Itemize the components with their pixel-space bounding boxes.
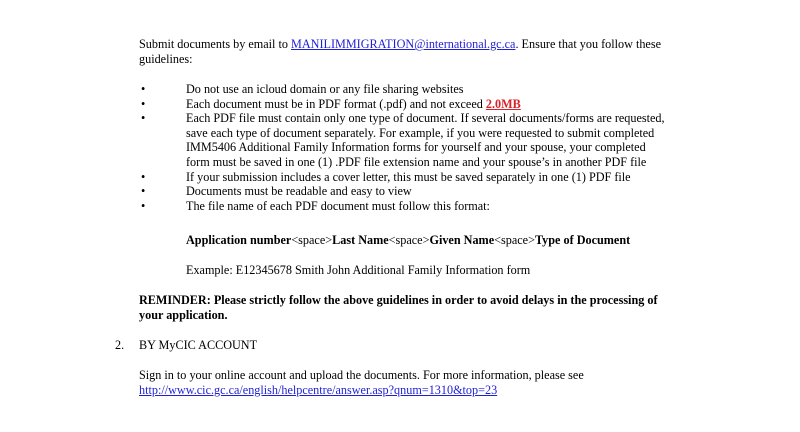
format-space: <space>	[388, 233, 430, 247]
bullet-marker: •	[141, 111, 146, 126]
size-limit: 2.0MB	[485, 96, 521, 111]
bullet-marker: •	[141, 82, 146, 96]
filename-example: Example: E12345678 Smith John Additional Family Information form	[186, 263, 531, 277]
format-space: <space>	[291, 233, 333, 247]
filename-format	[186, 233, 630, 248]
list-item: • The file name of each PDF document must follow this format:	[141, 198, 490, 213]
email-link[interactable]: MANILIMMIGRATION@international.gc.ca	[291, 37, 516, 51]
format-given-name: Given Name	[429, 233, 495, 247]
list-item: • Each PDF file must contain only one type of document. If several documents/forms are requested, save each type of document separately. For example, if you were requested to submit completed IMM5406 Additional Family Information forms for yourself and your spouse, your completed form must be saved in one (1) .PDF file extension name and your spouse’s in another PDF file	[141, 111, 665, 169]
bullet-marker: •	[141, 169, 146, 184]
section-2-heading	[115, 338, 257, 353]
format-application-number: Application number	[186, 233, 292, 247]
intro-paragraph	[139, 37, 661, 66]
intro-text-after: . Ensure that you follow these	[515, 37, 661, 51]
intro-line-1	[139, 37, 661, 52]
format-document-type: Type of Document	[534, 233, 631, 247]
intro-line-2: guidelines:	[139, 51, 193, 66]
format-last-name: Last Name	[332, 233, 389, 247]
bullet-marker: •	[141, 96, 146, 111]
section-2-body: Sign in to your online account and upload the documents. For more information, please see http://www.cic.gc.ca/english/helpcentre/answer.asp?qnum=1310&top=23	[139, 368, 584, 397]
bullet-marker: •	[141, 198, 146, 213]
section-title: BY MyCIC ACCOUNT	[139, 338, 258, 352]
guidelines-list	[139, 82, 665, 213]
list-item: • If your submission includes a cover letter, this must be saved separately in one (1) PDF file	[141, 169, 631, 184]
section-number: 2.	[115, 338, 125, 352]
reminder-note: REMINDER: Please strictly follow the above guidelines in order to avoid delays in the processing of your application.	[139, 293, 658, 322]
list-item: • Do not use an icloud domain or any file sharing websites	[141, 82, 464, 96]
list-item: • Each document must be in PDF format (.pdf) and not exceed 2.0MB	[141, 96, 521, 111]
helpcentre-link[interactable]: http://www.cic.gc.ca/english/helpcentre/answer.asp?qnum=1310&top=23	[139, 382, 498, 397]
format-space: <space>	[494, 233, 535, 247]
bullet-marker: •	[141, 184, 146, 199]
list-item: • Documents must be readable and easy to view	[141, 184, 412, 199]
intro-text-before: Submit documents by email to	[139, 37, 291, 51]
